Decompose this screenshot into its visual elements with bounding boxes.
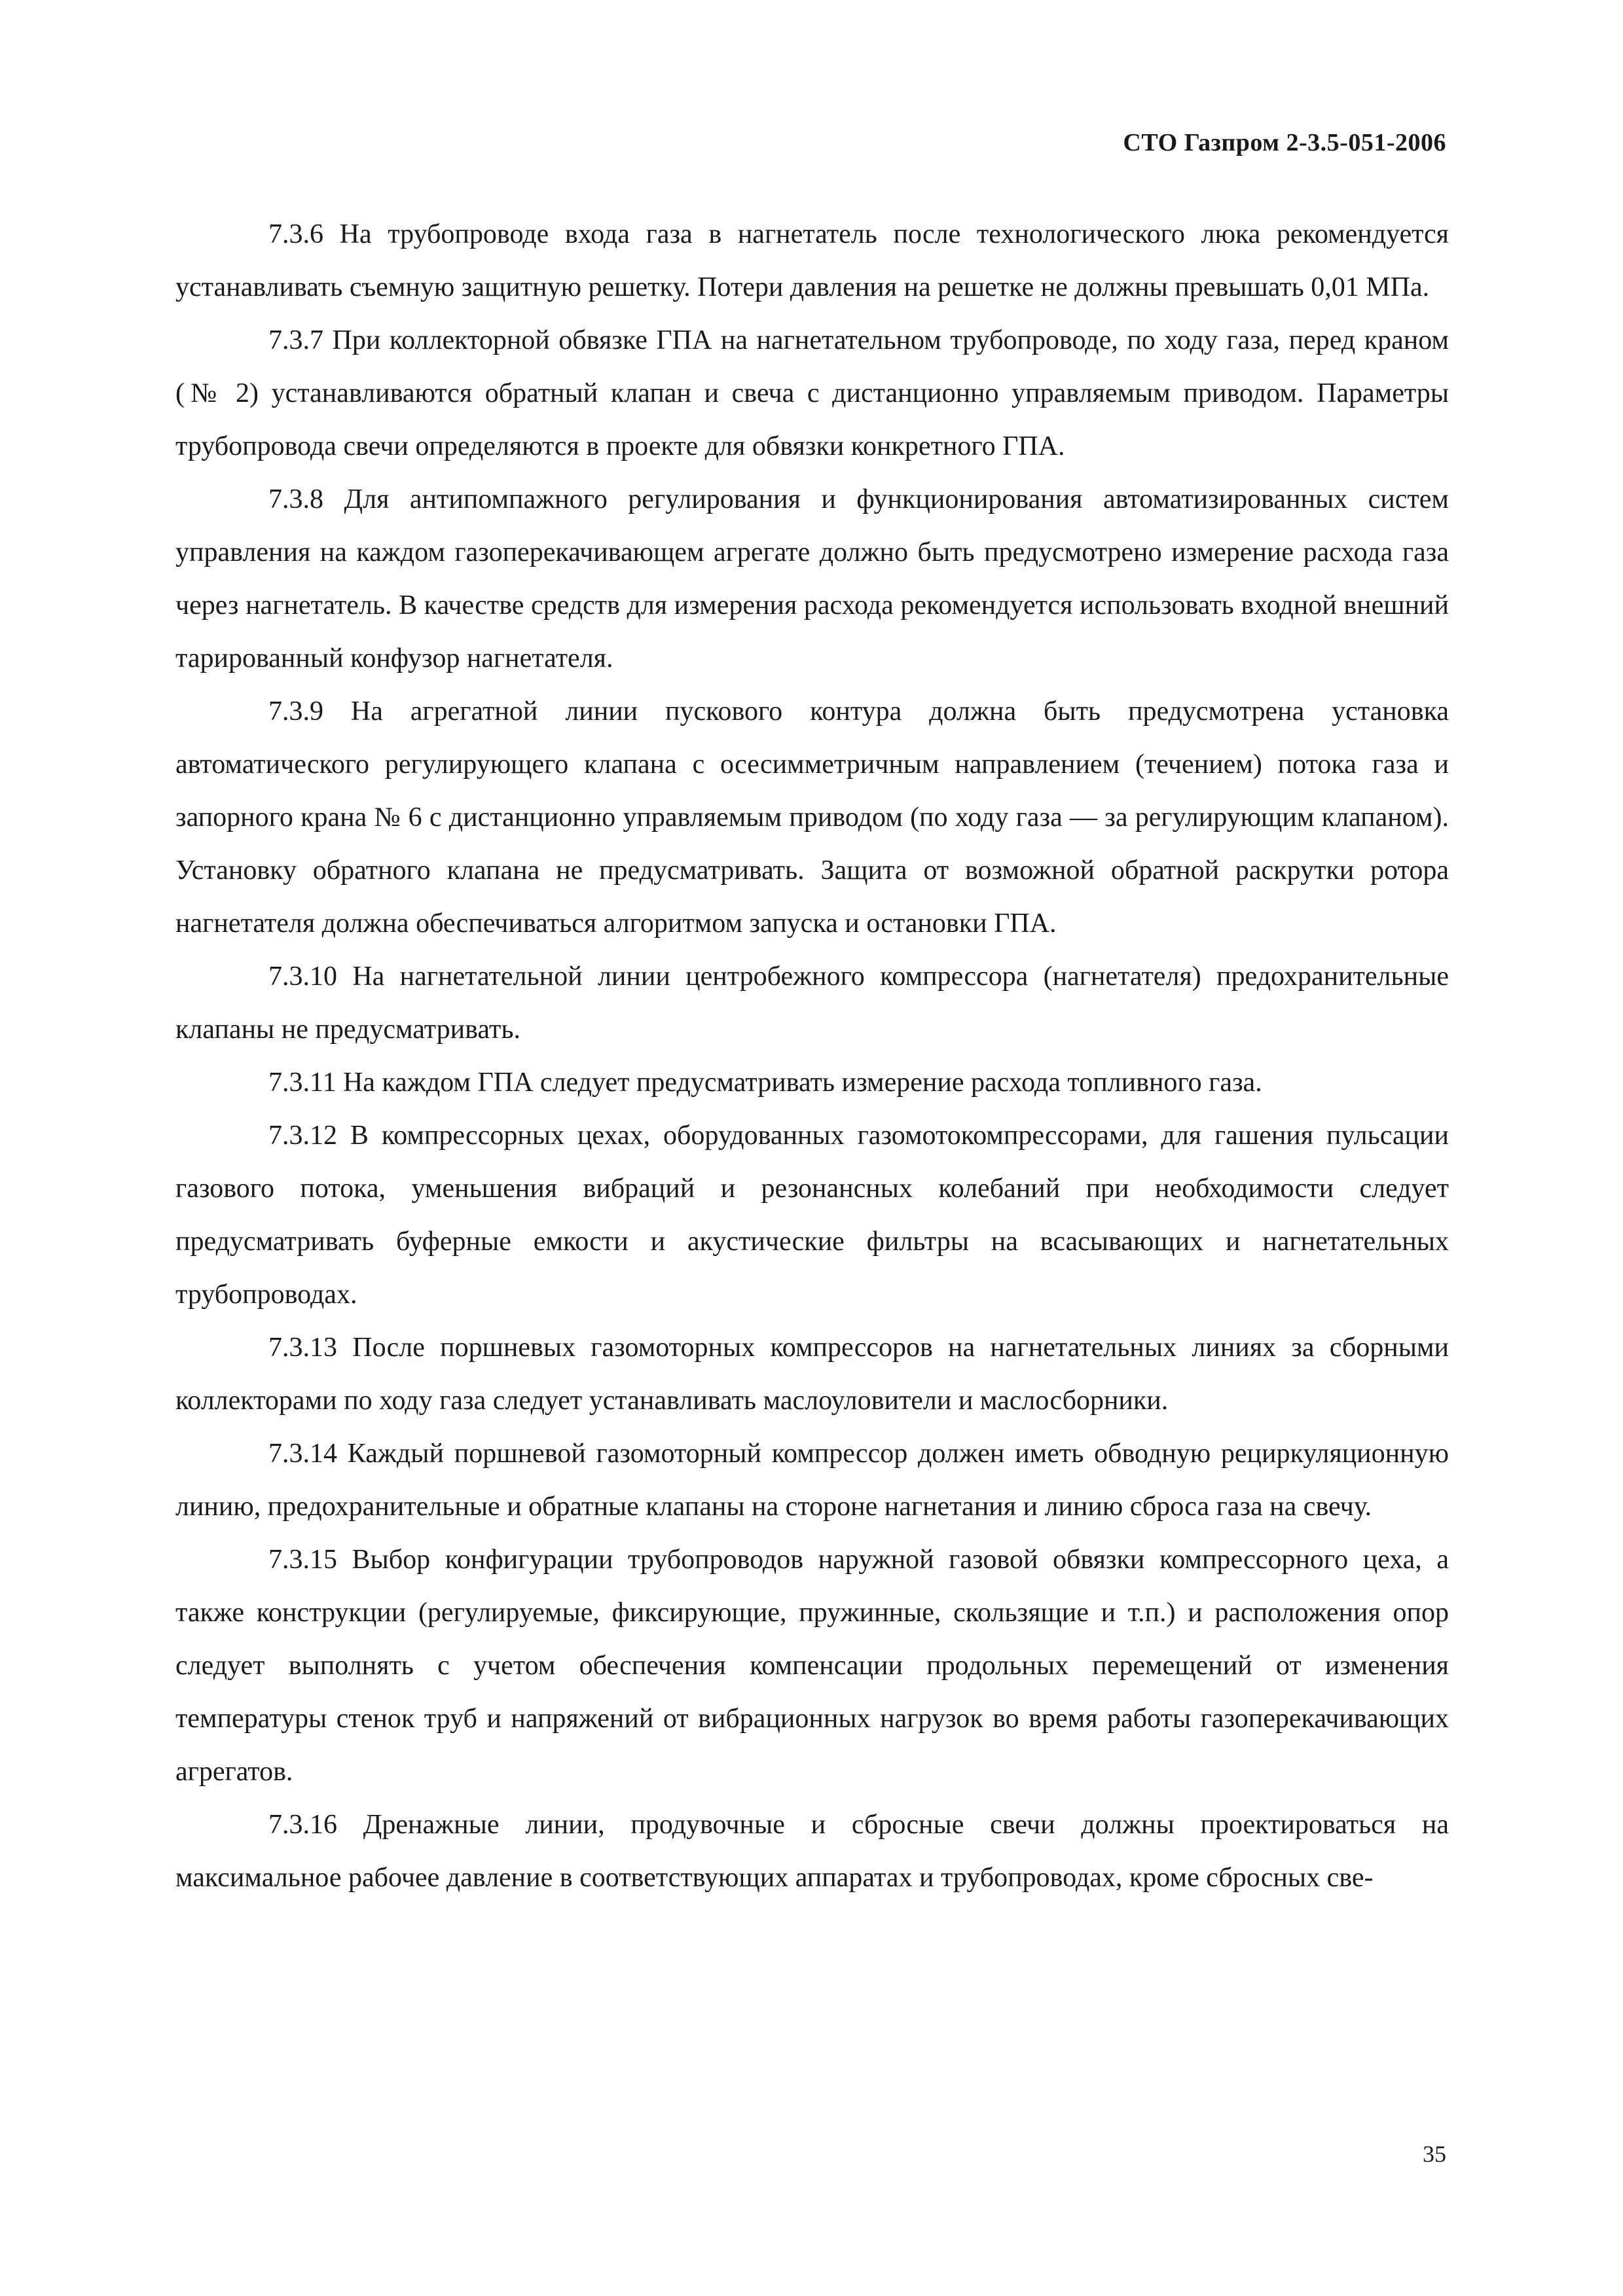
paragraph-7-3-13: 7.3.13 После поршневых газомоторных компрессоров на нагнетательных линиях за сборными коллекторами по ходу газа следует устанавливать маслоуловители и маслосборники. <box>175 1333 1449 1416</box>
document-header: СТО Газпром 2-3.5-051-2006 <box>1123 129 1446 156</box>
paragraph-7-3-16: 7.3.16 Дренажные линии, продувочные и сбросные свечи должны проектироваться на максимальное рабочее давление в соответствующих аппаратах и трубопроводах, кроме сбросных све- <box>175 1810 1449 1893</box>
paragraph-7-3-11: 7.3.11 На каждом ГПА следует предусматривать измерение расхода топливного газа. <box>268 1067 1262 1098</box>
document-body <box>175 208 1449 1905</box>
paragraph-7-3-14: 7.3.14 Каждый поршневой газомоторный компрессор должен иметь обводную рециркуляционную линию, предохранительные и обратные клапаны на стороне нагнетания и линию сброса газа на свечу. <box>175 1439 1449 1522</box>
paragraph-7-3-10: 7.3.10 На нагнетательной линии центробежного компрессора (нагнетателя) предохранительные клапаны не предусматривать. <box>175 961 1449 1045</box>
paragraph-7-3-15: 7.3.15 Выбор конфигурации трубопроводов наружной газовой обвязки компрессорного цеха, а также конструкции (регулируемые, фиксирующие, пружинные, скользящие и т.п.) и расположения опор следует выполнять с учетом обеспечения компенсации продольных перемещений от изменения температуры стенок труб и напряжений от вибрационных нагрузок во время работы газоперекачивающих агрегатов. <box>175 1545 1449 1787</box>
paragraph-7-3-8: 7.3.8 Для антипомпажного регулирования и функционирования автоматизированных систем управления на каждом газоперекачивающем агрегате должно быть предусмотрено измерение расхода газа через нагнетатель. В качестве средств для измерения расхода рекомендуется использовать входной внешний тарированный конфузор нагнетателя. <box>175 484 1449 673</box>
paragraph-7-3-12: 7.3.12 В компрессорных цехах, оборудованных газомотокомпрессорами, для гашения пульсации газового потока, уменьшения вибраций и резонансных колебаний при необходимости следует предусматривать буферные емкости и акустические фильтры на всасывающих и нагнетательных трубопроводах. <box>175 1121 1449 1310</box>
paragraph-7-3-7: 7.3.7 При коллекторной обвязке ГПА на нагнетательном трубопроводе, по ходу газа, перед краном (№ 2) устанавливаются обратный клапан и свеча с дистанционно управляемым приводом. Параметры трубопровода свечи определяются в проекте для обвязки конкретного ГПА. <box>175 325 1449 461</box>
paragraph-7-3-6: 7.3.6 На трубопроводе входа газа в нагнетатель после технологического люка рекомендуется устанавливать съемную защитную решетку. Потери давления на решетке не должны превышать 0,01 МПа. <box>175 219 1449 302</box>
page-number: 35 <box>1423 2141 1446 2167</box>
paragraph-7-3-9: 7.3.9 На агрегатной линии пускового контура должна быть предусмотрена установка автоматического регулирующего клапана с осесимметричным направлением (течением) потока газа и запорного крана № 6 с дистанционно управляемым приводом (по ходу газа — за регулирующим клапаном). Установку обратного клапана не предусматривать. Защита от возможной обратной раскрутки ротора нагнетателя должна обеспечиваться алгоритмом запуска и остановки ГПА. <box>175 696 1449 939</box>
